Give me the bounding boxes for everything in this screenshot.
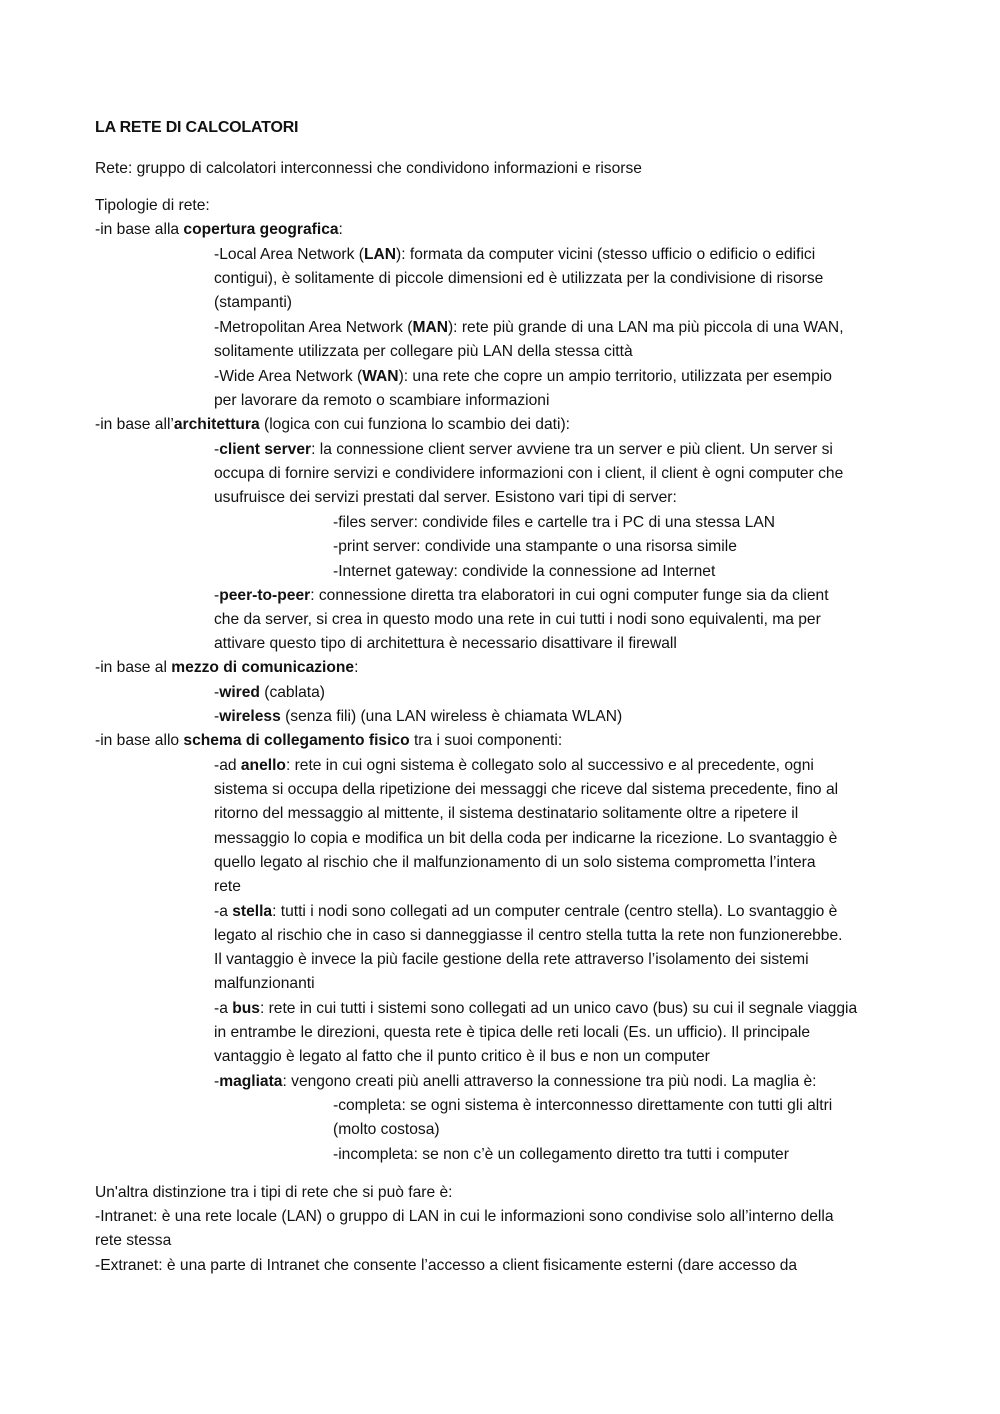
p2p-line-3: attivare questo tipo di architettura è necessario disattivare il firewall	[214, 635, 677, 652]
other-heading: Un'altra distinzione tra i tipi di rete che si può fare è:	[95, 1184, 453, 1201]
lan-line-3: (stampanti)	[214, 294, 292, 311]
server-type-gateway: -Internet gateway: condivide la connessione ad Internet	[333, 563, 716, 580]
mesh-complete-line-2: (molto costosa)	[333, 1121, 440, 1138]
medium-criterion: -in base al mezzo di comunicazione:	[95, 659, 359, 676]
bus-line-2: in entrambe le direzioni, questa rete è tipica delle reti locali (Es. un ufficio). Il principale	[214, 1024, 811, 1041]
lan-line-1: -Local Area Network (LAN): formata da computer vicini (stesso ufficio o edificio o edifici	[214, 246, 816, 263]
scheme-criterion: -in base allo schema di collegamento fisico tra i suoi componenti:	[95, 732, 563, 749]
p2p-line-2: che da server, si crea in questo modo una rete in cui tutti i nodi sono equivalenti, ma per	[214, 611, 821, 628]
man-line-1: -Metropolitan Area Network (MAN): rete più grande di una LAN ma più piccola di una WAN,	[214, 319, 844, 336]
wan-line-1: -Wide Area Network (WAN): una rete che copre un ampio territorio, utilizzata per esempio	[214, 368, 832, 385]
bus-line-3: vantaggio è legato al fatto che il punto critico è il bus e non un computer	[214, 1048, 710, 1065]
man-line-2: solitamente utilizzata per collegare più LAN della stessa città	[214, 343, 633, 360]
server-type-files: -files server: condivide files e cartelle tra i PC di una stessa LAN	[333, 514, 776, 531]
server-type-print: -print server: condivide una stampante o una risorsa simile	[333, 538, 737, 555]
ring-line-6: rete	[214, 878, 241, 895]
star-line-1: -a stella: tutti i nodi sono collegati ad un computer centrale (centro stella). Lo svantaggio è	[214, 903, 838, 920]
ring-line-5: quello legato al rischio che il malfunzionamento di un solo sistema comprometta l’intera	[214, 854, 816, 871]
ring-line-3: ritorno del messaggio al mittente, il sistema destinatario solitamente oltre a ripetere il	[214, 805, 799, 822]
intranet-line-2: rete stessa	[95, 1232, 172, 1249]
arch-criterion: -in base all’architettura (logica con cui funziona lo scambio dei dati):	[95, 416, 570, 433]
star-line-3: Il vantaggio è invece la più facile gestione della rete attraverso l’isolamento dei sistemi	[214, 951, 809, 968]
ring-line-2: sistema si occupa della ripetizione dei messaggi che riceve dal sistema precedente, fino al	[214, 781, 839, 798]
bus-line-1: -a bus: rete in cui tutti i sistemi sono collegati ad un unico cavo (bus) su cui il segnale viaggia	[214, 1000, 858, 1017]
wireless-item: -wireless (senza fili) (una LAN wireless è chiamata WLAN)	[214, 708, 623, 725]
client-server-line-3: usufruisce dei servizi prestati dal server. Esistono vari tipi di server:	[214, 489, 677, 506]
intranet-line-1: -Intranet: è una rete locale (LAN) o gruppo di LAN in cui le informazioni sono condivise solo all’interno della	[95, 1208, 834, 1225]
client-server-line-2: occupa di fornire servizi e condividere informazioni con i client, il client è ogni computer che	[214, 465, 844, 482]
ring-line-1: -ad anello: rete in cui ogni sistema è collegato solo al successivo e al precedente, ogni	[214, 757, 814, 774]
definition-text: Rete: gruppo di calcolatori interconnessi che condividono informazioni e risorse	[95, 160, 642, 177]
ring-line-4: messaggio lo copia e modifica un bit della coda per indicarne la ricezione. Lo svantaggio è	[214, 830, 838, 847]
client-server-line-1: -client server: la connessione client server avviene tra un server e più client. Un server si	[214, 441, 833, 458]
star-line-2: legato al rischio che in caso si danneggiasse il centro stella tutta la rete non funzionerebbe.	[214, 927, 843, 944]
lan-line-2: contigui), è solitamente di piccole dimensioni ed è utilizzata per la condivisione di risorse	[214, 270, 824, 287]
wan-line-2: per lavorare da remoto o scambiare informazioni	[214, 392, 550, 409]
mesh-complete-line-1: -completa: se ogni sistema è interconnesso direttamente con tutti gli altri	[333, 1097, 833, 1114]
geo-criterion: -in base alla copertura geografica:	[95, 221, 343, 238]
types-heading: Tipologie di rete:	[95, 197, 210, 214]
mesh-incomplete-line: -incompleta: se non c’è un collegamento diretto tra tutti i computer	[333, 1146, 789, 1163]
wired-item: -wired (cablata)	[214, 684, 325, 701]
p2p-line-1: -peer-to-peer: connessione diretta tra elaboratori in cui ogni computer funge sia da client	[214, 587, 829, 604]
extranet-line-1: -Extranet: è una parte di Intranet che consente l’accesso a client fisicamente esterni (dare accesso da	[95, 1257, 798, 1274]
page-title: LA RETE DI CALCOLATORI	[95, 119, 299, 136]
mesh-line-1: -magliata: vengono creati più anelli attraverso la connessione tra più nodi. La maglia è:	[214, 1073, 817, 1090]
star-line-4: malfunzionanti	[214, 975, 315, 992]
